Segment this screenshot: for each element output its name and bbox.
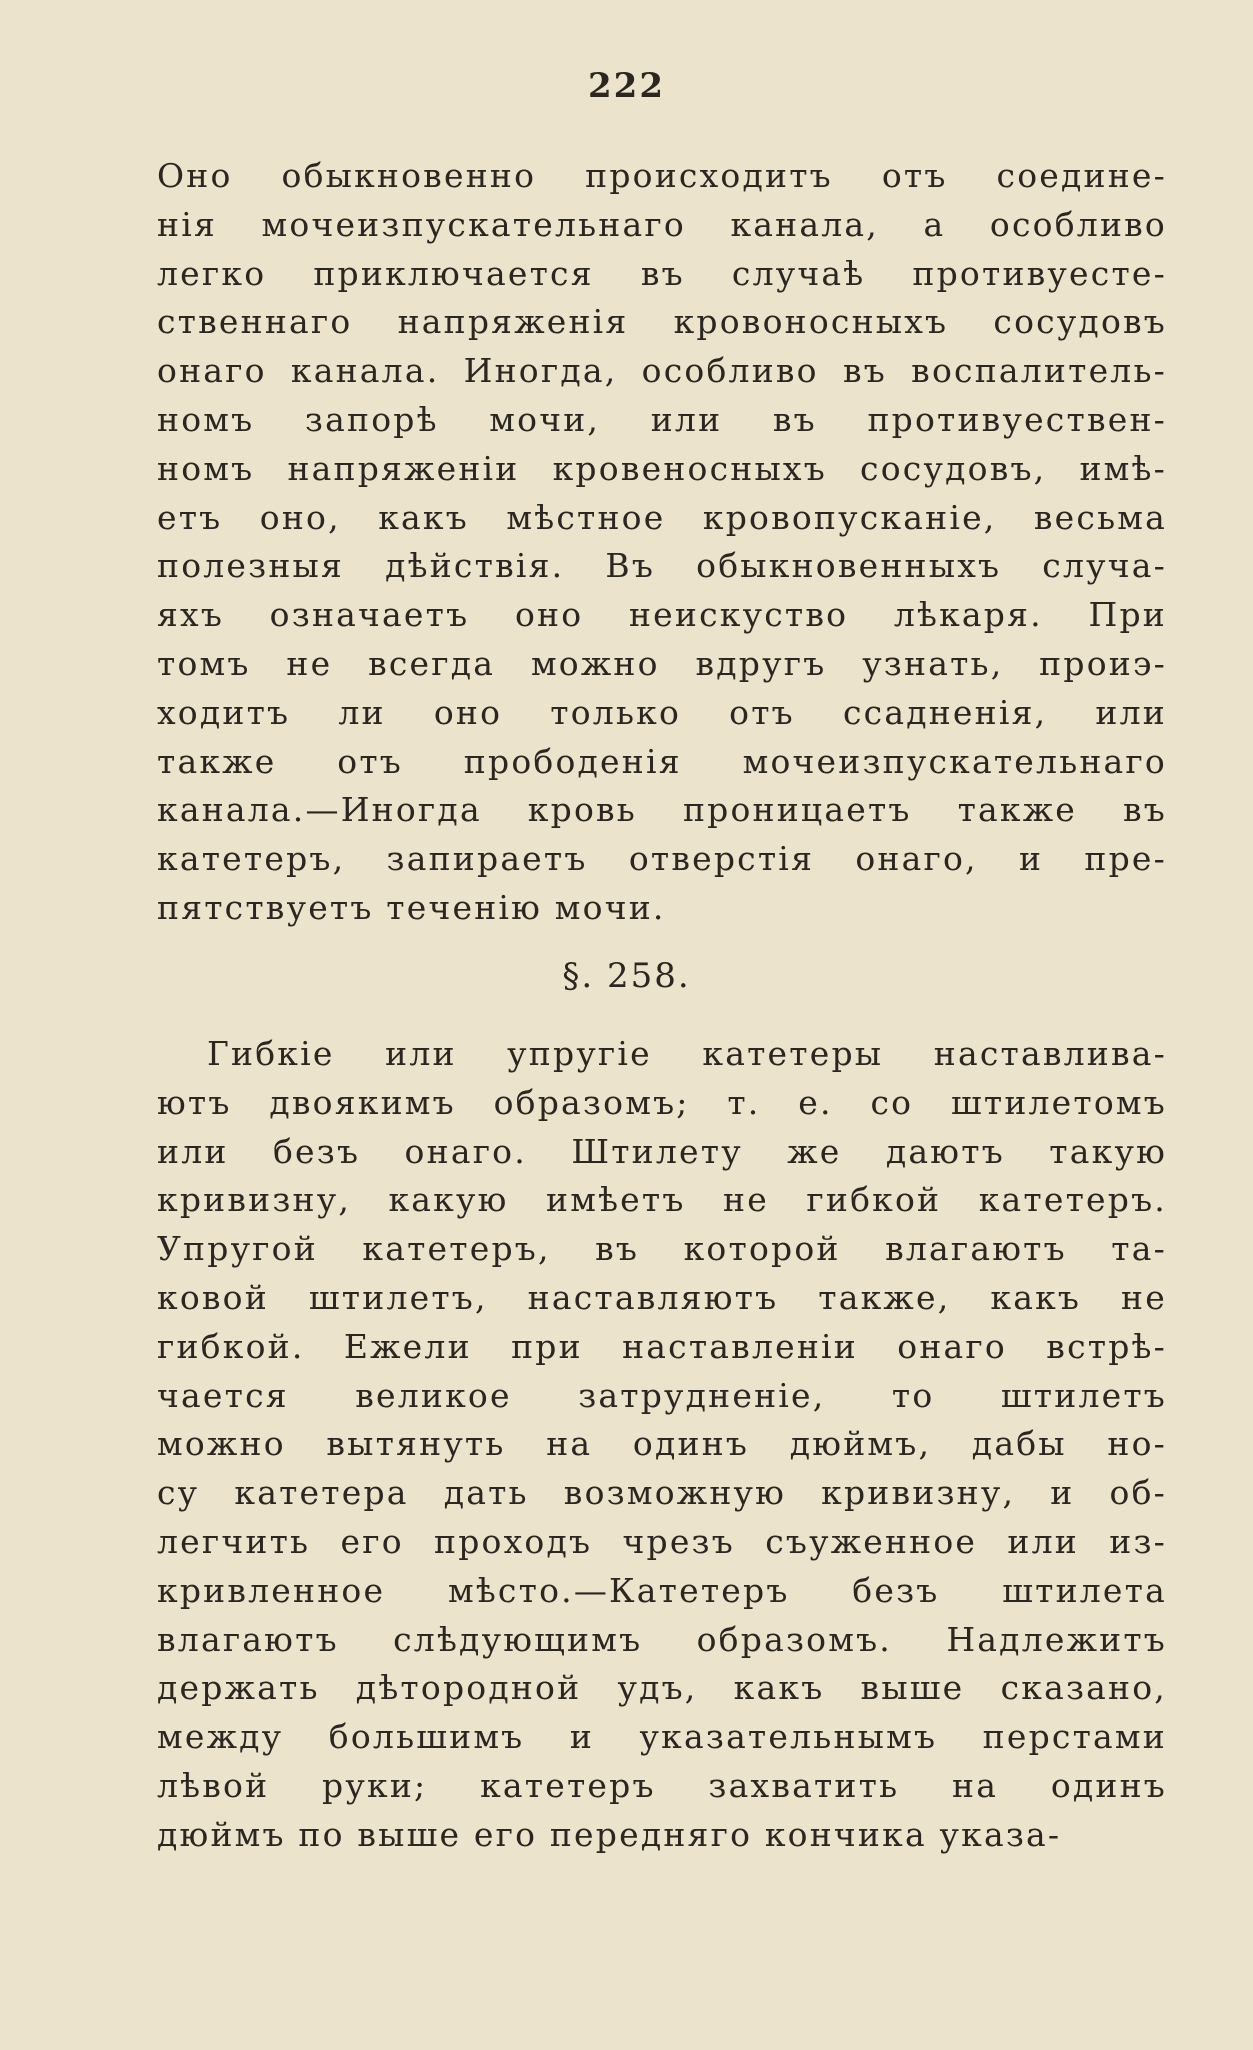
text-line: кривленное мѣсто.—Катетеръ безъ штилета [157, 1570, 1167, 1610]
text-line: легчить его проходъ чрезъ съуженное или из- [157, 1521, 1167, 1561]
text-line: держать дѣтородной удъ, какъ выше сказано, [157, 1668, 1167, 1708]
text-line: гибкой. Ежели при наставленіи онаго встрѣ- [157, 1326, 1167, 1366]
text-line: чается великое затрудненіе, то штилетъ [157, 1375, 1167, 1415]
text-line: или безъ онаго. Штилету же даютъ такую [157, 1131, 1167, 1171]
text-line: етъ оно, какъ мѣстное кровопусканіе, весьма [157, 497, 1167, 537]
text-line: катетеръ, запираетъ отверстія онаго, и пре- [157, 839, 1167, 879]
text-line: лѣвой руки; катетеръ захватить на одинъ [157, 1765, 1167, 1805]
text-line: нія мочеизпускательнаго канала, а особливо [157, 204, 1167, 244]
text-line: можно вытянуть на одинъ дюймъ, дабы но- [157, 1424, 1167, 1464]
text-line: дюймъ по выше его передняго кончика указа- [157, 1814, 1062, 1854]
text-line: канала.—Иногда кровь проницаетъ также въ [157, 790, 1167, 830]
paragraph-1 [157, 152, 1167, 933]
page-number: 222 [588, 66, 665, 106]
text-line: пятствуетъ теченію мочи. [157, 887, 666, 927]
text-line: ственнаго напряженія кровоносныхъ сосудовъ [157, 302, 1167, 342]
text-line: легко приключается въ случаѣ противуесте- [157, 253, 1167, 293]
text-line: томъ не всегда можно вдругъ узнать, проиэ- [157, 643, 1167, 683]
text-line: онаго канала. Иногда, особливо въ воспалитель- [157, 351, 1167, 391]
text-line: кривизну, какую имѣетъ не гибкой катетеръ. [157, 1180, 1167, 1220]
text-line: полезныя дѣйствія. Въ обыкновенныхъ случа- [157, 546, 1167, 586]
section-heading: §. 258. [562, 956, 691, 996]
text-line: ютъ двоякимъ образомъ; т. е. со штилетомъ [157, 1082, 1167, 1122]
text-line: Гибкіе или упругіе катетеры наставлива- [207, 1034, 1167, 1073]
text-line: Упругой катетеръ, въ которой влагаютъ та- [157, 1229, 1167, 1269]
text-line: номъ напряженіи кровеносныхъ сосудовъ, имѣ- [157, 448, 1167, 488]
text-line: также отъ прободенія мочеизпускательнаго [157, 741, 1167, 781]
text-line: су катетера дать возможную кривизну, и об- [157, 1473, 1167, 1513]
text-line: номъ запорѣ мочи, или въ противуествен- [157, 399, 1167, 439]
text-line: влагаютъ слѣдующимъ образомъ. Надлежитъ [157, 1619, 1167, 1659]
paragraph-2 [157, 1030, 1167, 1860]
text-line: ходитъ ли оно только отъ ссадненія, или [157, 692, 1167, 732]
text-line: яхъ означаетъ оно неискуство лѣкаря. При [157, 595, 1167, 635]
text-line: ковой штилетъ, наставляютъ также, какъ не [157, 1277, 1167, 1317]
text-line: между большимъ и указательнымъ перстами [157, 1717, 1167, 1757]
text-line: Оно обыкновенно происходитъ отъ соедине- [157, 156, 1167, 195]
